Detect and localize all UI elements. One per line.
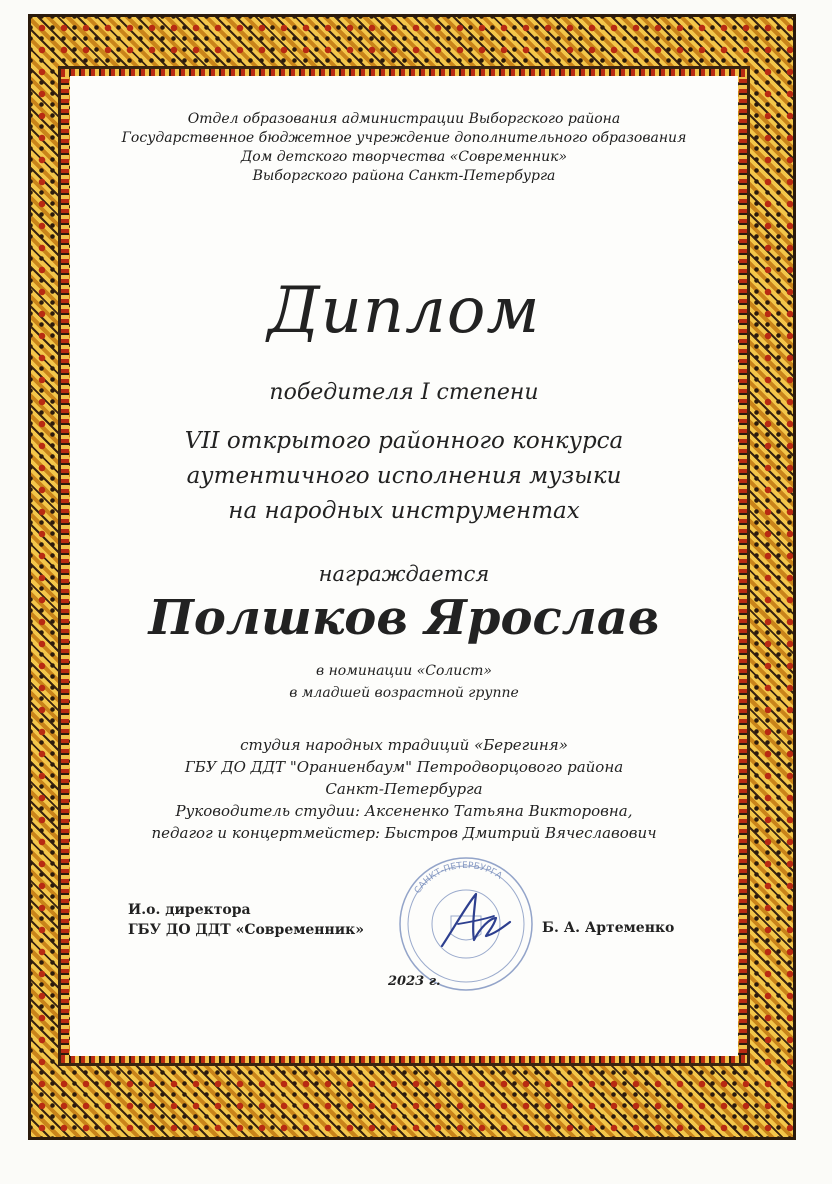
studio-block xyxy=(70,734,738,844)
studio-name: студия народных традиций «Берегиня» xyxy=(240,736,568,754)
seal-text: САНКТ-ПЕТЕРБУРГА xyxy=(412,860,504,896)
signatory-name: Б. А. Артеменко xyxy=(542,920,675,936)
recipient-name: Полшков Ярослав xyxy=(148,590,660,646)
header-line-department: Отдел образования администрации Выборгского района xyxy=(187,111,621,127)
nomination-block xyxy=(70,660,738,704)
signatory-position-line-1: И.о. директора xyxy=(128,902,251,918)
contest-name xyxy=(70,424,738,529)
studio-teacher: педагог и концертмейстер: Быстров Дмитрий Вячеславович xyxy=(151,824,657,842)
handwritten-signature xyxy=(436,888,516,952)
award-degree: победителя I степени xyxy=(269,380,539,405)
awarded-label: награждается xyxy=(318,562,490,586)
studio-organization: ГБУ ДО ДДТ "Ораниенбаум" Петродворцового района xyxy=(184,758,624,776)
issuer-header xyxy=(70,110,738,186)
contest-line-3: на народных инструментах xyxy=(228,498,580,524)
signatory-position-line-2: ГБУ ДО ДДТ «Современник» xyxy=(128,922,365,938)
signatory-position xyxy=(128,900,364,940)
issue-year: 2023 г. xyxy=(388,974,441,989)
header-line-district: Выборгского района Санкт-Петербурга xyxy=(252,168,556,184)
diploma-content xyxy=(70,76,738,1056)
header-line-house: Дом детского творчества «Современник» xyxy=(240,149,568,165)
header-line-institution: Государственное бюджетное учреждение дополнительного образования xyxy=(121,130,687,146)
nomination-line: в номинации «Солист» xyxy=(315,663,492,679)
document-title: Диплом xyxy=(267,274,541,348)
studio-director: Руководитель студии: Аксененко Татьяна Викторовна, xyxy=(175,802,633,820)
contest-line-1: VII открытого районного конкурса xyxy=(184,428,624,454)
contest-line-2: аутентичного исполнения музыки xyxy=(186,463,622,489)
studio-city: Санкт-Петербурга xyxy=(325,780,483,798)
age-group-line: в младшей возрастной группе xyxy=(289,685,519,701)
